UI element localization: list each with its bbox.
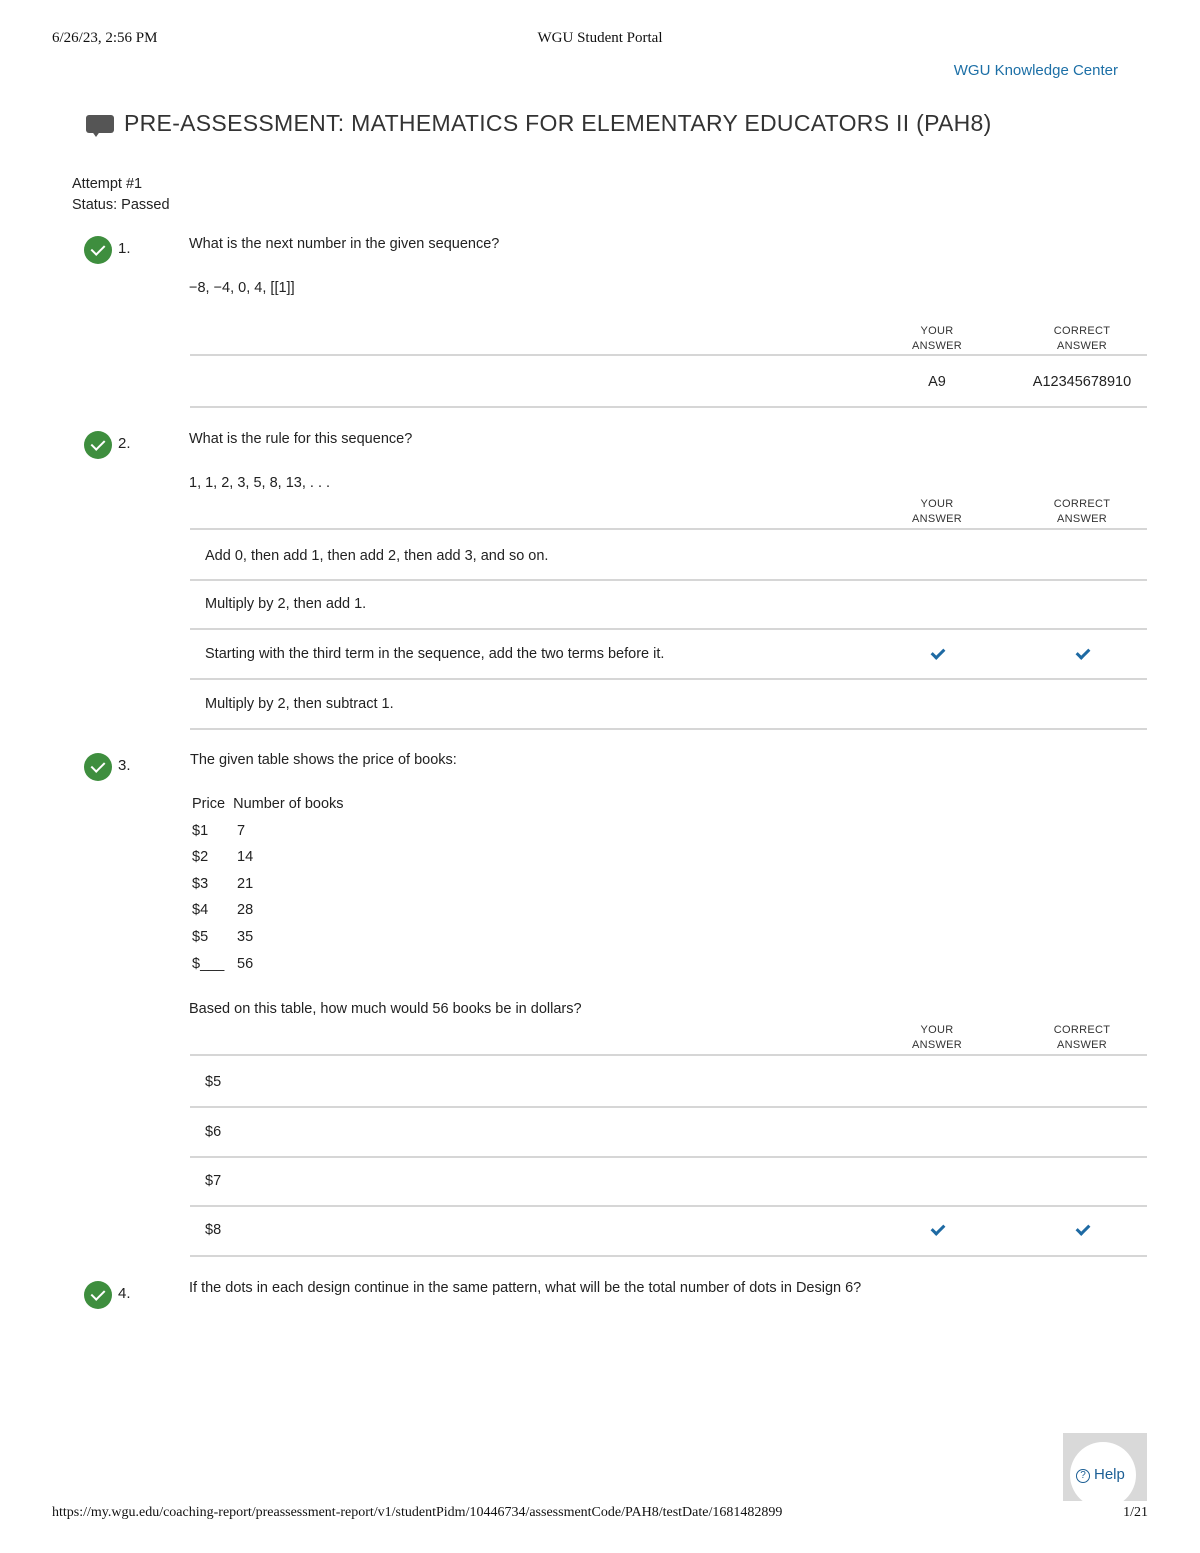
- your-answer-header: YOUR ANSWER: [911, 325, 963, 352]
- check-circle-icon: [84, 236, 112, 264]
- option-label: $6: [205, 1124, 222, 1140]
- knowledge-center-link[interactable]: WGU Knowledge Center: [953, 62, 1118, 79]
- option-row: [190, 1108, 1147, 1156]
- your-answer-value: A9: [928, 374, 946, 390]
- page-title: PRE-ASSESSMENT: MATHEMATICS FOR ELEMENTARY EDUCATORS II (PAH8): [124, 109, 992, 136]
- question-text: The given table shows the price of books:: [190, 752, 457, 768]
- check-circle-icon: [84, 1281, 112, 1309]
- your-answer-cell: [877, 630, 997, 678]
- option-label: Multiply by 2, then add 1.: [205, 596, 367, 612]
- question-circle-icon: ?: [1076, 1469, 1090, 1483]
- option-label: $5: [205, 1074, 222, 1090]
- page-number: 1/21: [1123, 1505, 1148, 1520]
- page-title-row: [86, 106, 1160, 140]
- divider: [190, 728, 1147, 730]
- your-answer-header: YOUR ANSWER: [911, 498, 963, 525]
- option-label: Add 0, then add 1, then add 2, then add 3, and so on.: [205, 548, 549, 564]
- question-number: 4.: [118, 1285, 131, 1302]
- option-row: [190, 532, 1147, 580]
- checkmark-icon: [1075, 1224, 1089, 1236]
- option-row: [190, 580, 1147, 628]
- divider: [190, 1255, 1147, 1257]
- divider: [190, 406, 1147, 408]
- checkmark-icon: [930, 648, 944, 660]
- divider: [190, 1054, 1147, 1056]
- correct-answer-header: CORRECT ANSWER: [1053, 325, 1111, 352]
- question-number: 1.: [118, 240, 131, 257]
- help-button[interactable]: [1070, 1442, 1136, 1508]
- check-circle-icon: [84, 753, 112, 781]
- question-prompt: 1, 1, 2, 3, 5, 8, 13, . . .: [189, 475, 331, 491]
- attempt-number: Attempt #1: [72, 176, 143, 192]
- option-label: Multiply by 2, then subtract 1.: [205, 696, 394, 712]
- correct-answer-cell: [1022, 630, 1142, 678]
- question-number: 2.: [118, 435, 131, 452]
- correct-answer-header: CORRECT ANSWER: [1053, 1024, 1111, 1051]
- help-label: Help: [1094, 1466, 1125, 1483]
- option-label: $7: [205, 1173, 222, 1189]
- question-number: 3.: [118, 757, 131, 774]
- option-row: [190, 630, 1147, 678]
- option-row: [190, 1058, 1147, 1106]
- your-answer-header: YOUR ANSWER: [911, 1024, 963, 1051]
- correct-answer-value: A12345678910: [1032, 374, 1132, 390]
- question-followup: Based on this table, how much would 56 books be in dollars?: [189, 1001, 582, 1017]
- divider: [190, 354, 1147, 356]
- question-text: What is the next number in the given sequence?: [189, 236, 500, 252]
- option-row: [190, 1206, 1147, 1254]
- option-label: $8: [205, 1222, 222, 1238]
- check-circle-icon: [84, 431, 112, 459]
- correct-answer-cell: [1022, 1206, 1142, 1254]
- print-footer: [52, 1505, 1148, 1525]
- speech-bubble-icon: [86, 115, 116, 137]
- question-text: What is the rule for this sequence?: [189, 431, 413, 447]
- divider: [190, 528, 1147, 530]
- answer-row: [190, 358, 1147, 406]
- your-answer-cell: [877, 1206, 997, 1254]
- print-url: https://my.wgu.edu/coaching-report/preassessment-report/v1/studentPidm/10446734/assessmentCode/PAH8/testDate/1681482899: [52, 1505, 783, 1520]
- option-row: [190, 680, 1147, 728]
- option-label: Starting with the third term in the sequence, add the two terms before it.: [205, 646, 665, 662]
- checkmark-icon: [1075, 648, 1089, 660]
- price-table-header: Price Number of books: [192, 796, 344, 812]
- print-date: 6/26/23, 2:56 PM: [52, 30, 158, 46]
- question-prompt: −8, −4, 0, 4, [[1]]: [189, 280, 295, 296]
- question-text: If the dots in each design continue in the same pattern, what will be the total number of dots in Design 6?: [189, 1280, 862, 1296]
- checkmark-icon: [930, 1224, 944, 1236]
- attempt-info: [72, 174, 170, 216]
- correct-answer-header: CORRECT ANSWER: [1053, 498, 1111, 525]
- option-row: [190, 1157, 1147, 1205]
- attempt-status: Status: Passed: [72, 197, 170, 213]
- print-site-title: WGU Student Portal: [537, 30, 663, 46]
- print-header: [52, 30, 1148, 50]
